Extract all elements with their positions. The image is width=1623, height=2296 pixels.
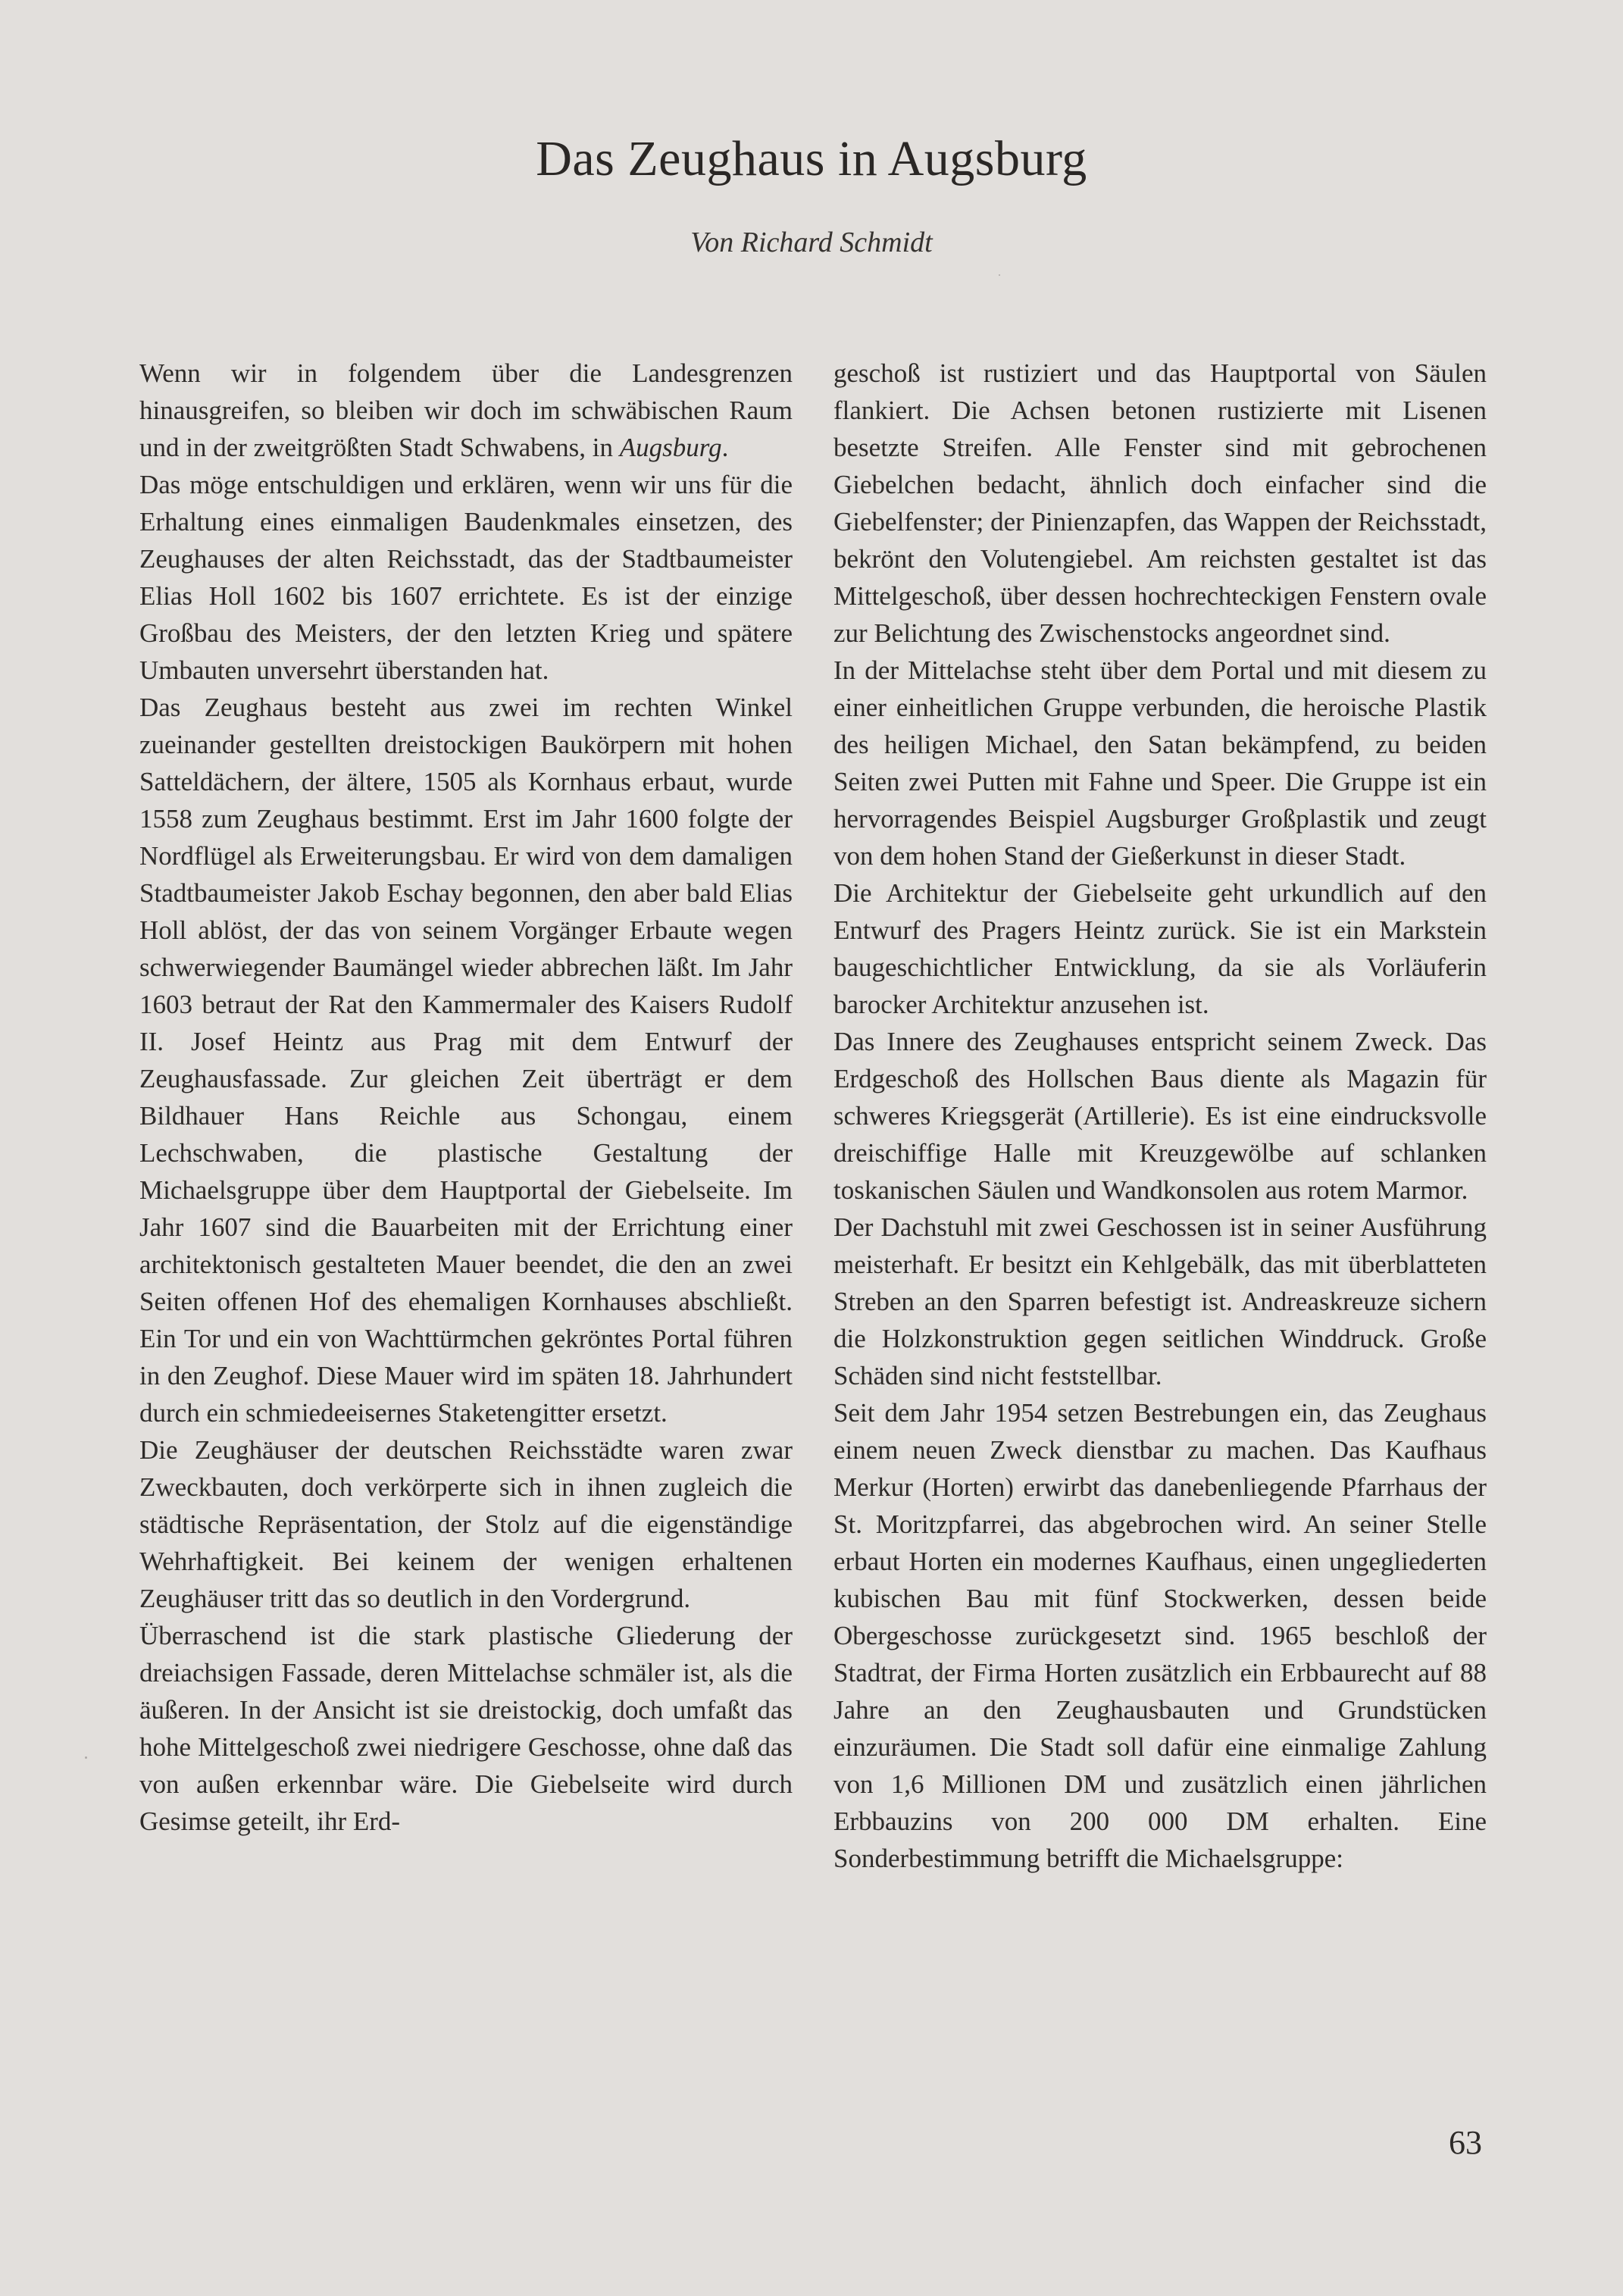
paper-speck: [85, 1756, 87, 1759]
paragraph: Die Zeughäuser der deutschen Reichsstädte waren zwar Zweckbauten, doch verkörperte sich in ihnen zugleich die städtische Repräsentation, der Stolz auf die eigenständige Wehrhaftigkeit. Bei keinem der wenigen erhaltenen Zeughäuser tritt das so deutlich in den Vordergrund.: [139, 1435, 793, 1613]
paragraph-text: .: [721, 433, 729, 462]
article-title: Das Zeughaus in Augsburg: [536, 131, 1087, 186]
paragraph: In der Mittelachse steht über dem Portal und mit diesem zu einer einheitlichen Gruppe verbunden, die heroische Plastik des heiligen Michael, den Satan bekämpfend, zu beiden Seiten zwei Putten mit Fahne und Speer. Die Gruppe ist ein hervorragendes Beispiel Augsburger Großplastik und zeugt von dem hohen Stand der Gießerkunst in dieser Stadt.: [833, 655, 1487, 871]
article-author: Von Richard Schmidt: [690, 227, 933, 258]
place-name-emphasis: Augsburg: [619, 433, 722, 462]
paragraph: Die Architektur der Giebelseite geht urkundlich auf den Entwurf des Pragers Heintz zurück. Sie ist ein Markstein baugeschichtlicher Entwicklung, da sie als Vorläuferin barocker Architektur anzusehen ist.: [833, 878, 1487, 1019]
paragraph: Der Dachstuhl mit zwei Geschossen ist in seiner Ausführung meisterhaft. Er besitzt ein Kehlgebälk, das mit überblatteten Streben an den Sparren befestigt ist. Andreaskreuze sichern die Holzkonstruktion gegen seitlichen Winddruck. Große Schäden sind nicht feststellbar.: [833, 1212, 1487, 1390]
paragraph: Das möge entschuldigen und erklären, wenn wir uns für die Erhaltung eines einmaligen Baudenkmales einsetzen, des Zeughauses der alten Reichsstadt, das der Stadtbaumeister Elias Holl 1602 bis 1607 errichtete. Es ist der einzige Großbau des Meisters, der den letzten Krieg und spätere Umbauten unversehrt überstanden hat.: [139, 470, 793, 685]
paragraph: geschoß ist rustiziert und das Hauptportal von Säulen flankiert. Die Achsen betonen rustizierte mit Lisenen besetzte Streifen. Alle Fenster sind mit gebrochenen Giebelchen bedacht, ähnlich doch einfacher sind die Giebelfenster; der Pinienzapfen, das Wappen der Reichsstadt, bekrönt den Volutengiebel. Am reichsten gestaltet ist das Mittelgeschoß, über dessen hochrechteckigen Fenstern ovale zur Belichtung des Zwischenstocks angeordnet sind.: [833, 358, 1487, 648]
paragraph: [139, 355, 793, 466]
paragraph-text: Wenn wir in folgendem über die Landesgrenzen hinausgreifen, so bleiben wir doch im schwäbischen Raum und in der zweitgrößten Stadt Schwabens, in: [139, 358, 793, 462]
page-number: 63: [1449, 2124, 1482, 2161]
paragraph: Überraschend ist die stark plastische Gliederung der dreiachsigen Fassade, deren Mittelachse schmäler ist, als die äußeren. In der Ansicht ist sie dreistockig, doch umfaßt das hohe Mittelgeschoß zwei niedrigere Geschosse, ohne daß das von außen erkennbar wäre. Die Giebelseite wird durch Gesimse geteilt, ihr Erd-: [139, 1621, 793, 1836]
left-column: [139, 355, 793, 1840]
paper-speck: [999, 274, 1000, 276]
paragraph: Seit dem Jahr 1954 setzen Bestrebungen ein, das Zeughaus einem neuen Zweck dienstbar zu machen. Das Kaufhaus Merkur (Horten) erwirbt das danebenliegende Pfarrhaus der St. Moritzpfarrei, das abgebrochen wird. An seiner Stelle erbaut Horten ein modernes Kaufhaus, einen ungegliederten kubischen Bau mit fünf Stockwerken, dessen beide Obergeschosse zurückgesetzt sind. 1965 beschloß der Stadtrat, der Firma Horten zusätzlich ein Erbbaurecht auf 88 Jahre an den Zeughausbauten und Grundstücken einzuräumen. Die Stadt soll dafür eine einmalige Zahlung von 1,6 Millionen DM und zusätzlich einen jährlichen Erbbauzins von 200 000 DM erhalten. Eine Sonderbestimmung betrifft die Michaelsgruppe:: [833, 1398, 1487, 1873]
right-column: [833, 355, 1487, 1877]
paragraph: Das Zeughaus besteht aus zwei im rechten Winkel zueinander gestellten dreistockigen Baukörpern mit hohen Satteldächern, der ältere, 1505 als Kornhaus erbaut, wurde 1558 zum Zeughaus bestimmt. Erst im Jahr 1600 folgte der Nordflügel als Erweiterungsbau. Er wird von dem damaligen Stadtbaumeister Jakob Eschay begonnen, den aber bald Elias Holl ablöst, der das von seinem Vorgänger Erbaute wegen schwerwiegender Baumängel wieder abbrechen läßt. Im Jahr 1603 betraut der Rat den Kammermaler des Kaisers Rudolf II. Josef Heintz aus Prag mit dem Entwurf der Zeughausfassade. Zur gleichen Zeit überträgt er dem Bildhauer Hans Reichle aus Schongau, einem Lechschwaben, die plastische Gestaltung der Michaelsgruppe über dem Hauptportal der Giebelseite. Im Jahr 1607 sind die Bauarbeiten mit der Errichtung einer architektonisch gestalteten Mauer beendet, die den an zwei Seiten offenen Hof des ehemaligen Kornhauses abschließt. Ein Tor und ein von Wachttürmchen gekröntes Portal führen in den Zeughof. Diese Mauer wird im späten 18. Jahrhundert durch ein schmiedeeisernes Staketengitter ersetzt.: [139, 693, 793, 1428]
paragraph: Das Innere des Zeughauses entspricht seinem Zweck. Das Erdgeschoß des Hollschen Baus diente als Magazin für schweres Kriegsgerät (Artillerie). Es ist eine eindrucksvolle dreischiffige Halle mit Kreuzgewölbe auf schlanken toskanischen Säulen und Wandkonsolen aus rotem Marmor.: [833, 1027, 1487, 1205]
